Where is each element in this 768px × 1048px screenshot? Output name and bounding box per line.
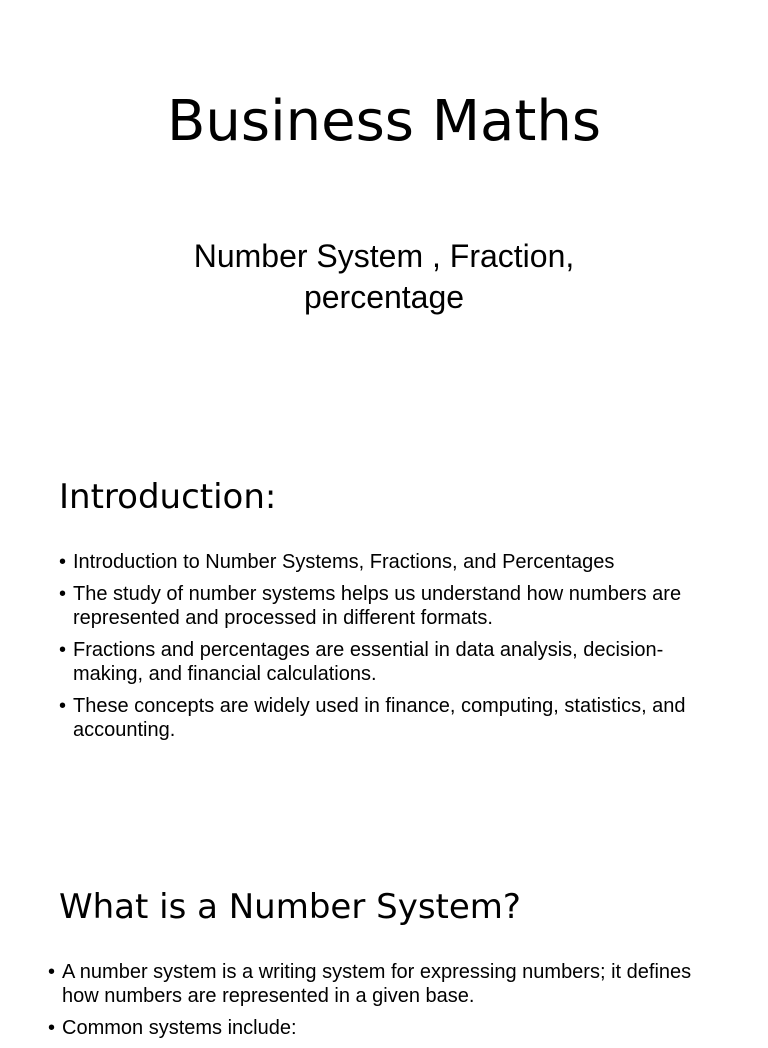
title-slide: [0, 0, 768, 432]
bullet-list: [48, 960, 728, 1048]
list-item: [59, 550, 709, 574]
list-item: [59, 582, 709, 630]
bullet-list: [59, 550, 709, 750]
bullet-marker: •: [59, 583, 67, 605]
list-item: [48, 1016, 728, 1040]
bullet-text: Common systems include:: [62, 1017, 297, 1039]
bullet-marker: •: [59, 695, 67, 717]
bullet-marker: •: [59, 551, 67, 573]
bullet-marker: •: [48, 1017, 56, 1039]
list-item: [59, 694, 709, 742]
presentation-subtitle: Number System , Fraction, percentage: [193, 238, 575, 315]
number-system-slide: [0, 842, 768, 1039]
bullet-text: A number system is a writing system for expressing numbers; it defines how numbers are represented in a given base.: [62, 961, 692, 1007]
list-item: [48, 960, 728, 1008]
introduction-slide: [0, 432, 768, 842]
slide-heading: Introduction:: [59, 477, 277, 517]
bullet-text: Fractions and percentages are essential in data analysis, decision-making, and financial calculations.: [73, 639, 664, 685]
bullet-text: The study of number systems helps us understand how numbers are represented and processed in different formats.: [73, 583, 682, 629]
bullet-text: These concepts are widely used in finance, computing, statistics, and accounting.: [73, 695, 686, 741]
bullet-marker: •: [48, 961, 56, 983]
list-item: [59, 638, 709, 686]
slide-heading: What is a Number System?: [59, 887, 521, 927]
bullet-marker: •: [59, 639, 67, 661]
bullet-text: Introduction to Number Systems, Fractions, and Percentages: [73, 551, 615, 573]
presentation-title: Business Maths: [167, 89, 601, 154]
